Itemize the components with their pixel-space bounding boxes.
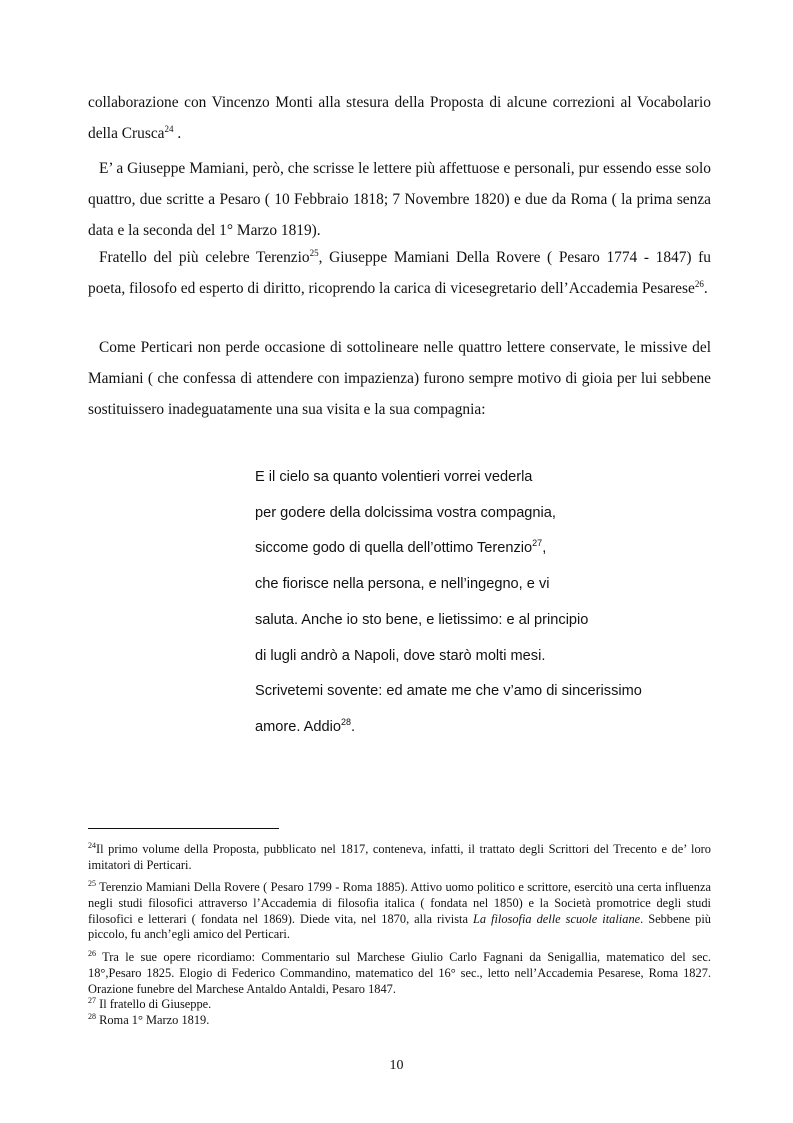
footnote-ref-27[interactable]: 27: [532, 538, 543, 549]
body-paragraph-4: Come Perticari non perde occasione di sottolineare nelle quattro lettere conservate, le missive del Mamiani ( che confessa di attendere con impazienza) furono sempre motivo di gioia per lui sebbene sostituissero inadeguatamente una sua visita e la sua compagnia:: [88, 339, 711, 418]
footnote-number: 25: [88, 878, 96, 888]
footnote-25: $^{25}$ Terenzio Mamiani Della Rovere ( Pesaro 1799 - Roma 1885). Attivo uomo politico e scrittore, esercitò una certa influenza negli studi filosofici attraverso l’Accademia di filosofia italica ( fondata nel 1850) e la Società promotrice degli studi filosofici e letterari ( fondata nel 1869). Diede vita, nel 1870, alla rivista La filosofia delle scuole italiane. Sebbene più piccolo, fu anch’egli amico del Perticari.: [88, 878, 711, 942]
body-paragraph-1: collaborazione con Vincenzo Monti alla stesura della Proposta di alcune correzioni al Vocabolario della Crusca$^{24}$ .: [88, 94, 711, 142]
footnote-ref-24[interactable]: 24: [164, 123, 174, 134]
quote-line: di lugli andrò a Napoli, dove starò molti mesi.: [255, 647, 546, 664]
footnote-27: $^{27}$ Il fratello di Giuseppe.: [88, 995, 212, 1011]
footnote-number: 26: [88, 948, 96, 958]
footnote-26: $^{26}$ Tra le sue opere ricordiamo: Commentario sul Marchese Giulio Carlo Fagnani da Senigallia, matematico del sec. 18°,Pesaro 1825. Elogio di Federico Commandino, matematico del 16° sec., letto nell’Accademia Pesarese, Roma 1827. Orazione funebre del Marchese Antaldo Antaldi, Pesaro 1847.: [88, 948, 711, 996]
journal-title: La filosofia delle scuole italiane: [472, 911, 641, 926]
page-number: 10: [389, 1058, 404, 1073]
quote-line: per godere della dolcissima vostra compagnia,: [255, 504, 556, 521]
footnote-24: $^{24}$Il primo volume della Proposta, pubblicato nel 1817, conteneva, infatti, il trattato degli Scrittori del Trecento e de’ loro imitatori di Perticari.: [88, 840, 711, 872]
footnote-number: 28: [88, 1011, 96, 1021]
quote-line: amore. Addio$^{28}$.: [255, 717, 356, 735]
footnote-number: 27: [88, 995, 96, 1005]
quote-line: E il cielo sa quanto volentieri vorrei vederla: [255, 469, 533, 485]
quote-line: che fiorisce nella persona, e nell’ingegno, e vi: [255, 576, 550, 593]
footnote-ref-25[interactable]: 25: [309, 247, 319, 258]
body-paragraph-2: E’ a Giuseppe Mamiani, però, che scrisse le lettere più affettuose e personali, pur essendo esse solo quattro, due scritte a Pesaro ( 10 Febbraio 1818; 7 Novembre 1820) e due da Roma ( la prima senza data e la seconda del 1° Marzo 1819).: [88, 160, 711, 239]
footnote-divider: [88, 828, 279, 829]
quote-line: siccome godo di quella dell’ottimo Terenzio$^{27}$,: [255, 538, 547, 557]
quote-line: saluta. Anche io sto bene, e lietissimo: e al principio: [255, 611, 589, 628]
footnote-ref-28[interactable]: 28: [341, 717, 352, 728]
body-paragraph-3: Fratello del più celebre Terenzio$^{25}$, Giuseppe Mamiani Della Rovere ( Pesaro 1774 - 1847) fu poeta, filosofo ed esperto di diritto, ricoprendo la carica di vicesegretario dell’Accademia Pesarese$^{26}$.: [88, 247, 711, 297]
footnote-ref-26[interactable]: 26: [694, 278, 704, 289]
quote-line: Scrivetemi sovente: ed amate me che v’amo di sincerissimo: [255, 683, 642, 700]
footnote-number: 24: [88, 840, 96, 850]
footnote-28: $^{28}$ Roma 1° Marzo 1819.: [88, 1011, 210, 1027]
block-quote: [255, 460, 695, 746]
